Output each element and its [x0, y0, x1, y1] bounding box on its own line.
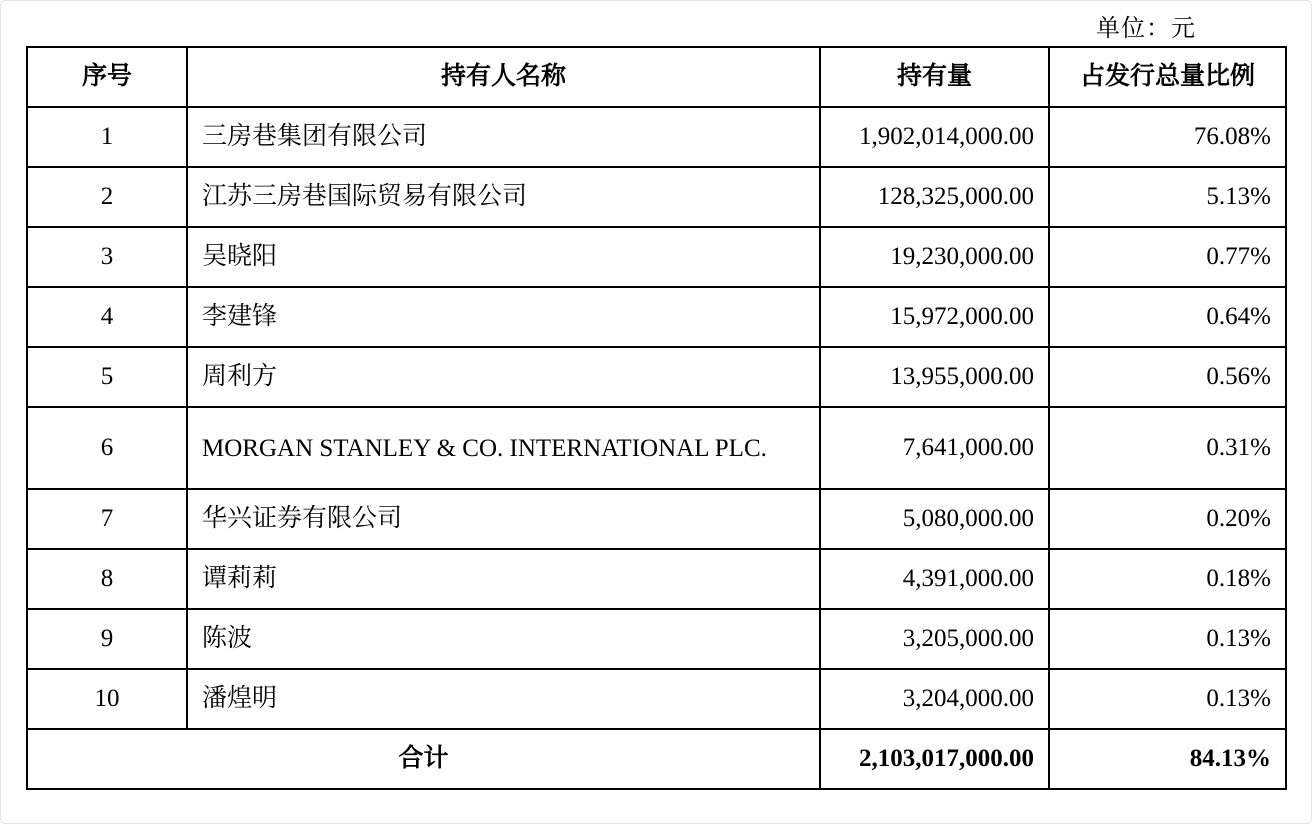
row-name: MORGAN STANLEY & CO. INTERNATIONAL PLC.	[187, 407, 820, 489]
row-amount: 19,230,000.00	[820, 227, 1049, 287]
row-name: 李建锋	[187, 287, 820, 347]
row-amount: 7,641,000.00	[820, 407, 1049, 489]
total-label: 合计	[27, 729, 820, 789]
row-seq: 2	[27, 167, 187, 227]
row-seq: 3	[27, 227, 187, 287]
holders-table	[26, 46, 1287, 790]
row-name: 潘煌明	[187, 669, 820, 729]
row-seq: 5	[27, 347, 187, 407]
table-row	[27, 407, 1286, 489]
row-ratio: 0.64%	[1049, 287, 1286, 347]
header-seq: 序号	[27, 47, 187, 107]
row-ratio: 0.13%	[1049, 669, 1286, 729]
row-name: 三房巷集团有限公司	[187, 107, 820, 167]
row-ratio: 0.20%	[1049, 489, 1286, 549]
table-row	[27, 669, 1286, 729]
row-ratio: 0.13%	[1049, 609, 1286, 669]
row-ratio: 0.18%	[1049, 549, 1286, 609]
row-name: 谭莉莉	[187, 549, 820, 609]
table-row	[27, 107, 1286, 167]
row-amount: 3,204,000.00	[820, 669, 1049, 729]
row-amount: 1,902,014,000.00	[820, 107, 1049, 167]
row-seq: 4	[27, 287, 187, 347]
table-row	[27, 347, 1286, 407]
unit-label: 单位：元	[1096, 16, 1196, 42]
row-name: 周利方	[187, 347, 820, 407]
row-seq: 10	[27, 669, 187, 729]
row-name: 吴晓阳	[187, 227, 820, 287]
row-amount: 3,205,000.00	[820, 609, 1049, 669]
table-row	[27, 227, 1286, 287]
header-ratio: 占发行总量比例	[1049, 47, 1286, 107]
header-amount: 持有量	[820, 47, 1049, 107]
row-seq: 1	[27, 107, 187, 167]
table-header-row	[27, 47, 1286, 107]
total-amount: 2,103,017,000.00	[820, 729, 1049, 789]
table-row	[27, 489, 1286, 549]
row-ratio: 5.13%	[1049, 167, 1286, 227]
row-amount: 15,972,000.00	[820, 287, 1049, 347]
table-row	[27, 609, 1286, 669]
header-name: 持有人名称	[187, 47, 820, 107]
row-seq: 7	[27, 489, 187, 549]
row-amount: 13,955,000.00	[820, 347, 1049, 407]
row-amount: 128,325,000.00	[820, 167, 1049, 227]
row-amount: 4,391,000.00	[820, 549, 1049, 609]
row-seq: 9	[27, 609, 187, 669]
row-ratio: 76.08%	[1049, 107, 1286, 167]
row-ratio: 0.56%	[1049, 347, 1286, 407]
row-amount: 5,080,000.00	[820, 489, 1049, 549]
row-name: 华兴证券有限公司	[187, 489, 820, 549]
total-ratio: 84.13%	[1049, 729, 1286, 789]
row-seq: 8	[27, 549, 187, 609]
row-ratio: 0.77%	[1049, 227, 1286, 287]
row-seq: 6	[27, 407, 187, 489]
row-name: 江苏三房巷国际贸易有限公司	[187, 167, 820, 227]
table-row	[27, 167, 1286, 227]
row-name: 陈波	[187, 609, 820, 669]
row-ratio: 0.31%	[1049, 407, 1286, 489]
table-row	[27, 287, 1286, 347]
table-row	[27, 549, 1286, 609]
total-row	[27, 729, 1286, 789]
